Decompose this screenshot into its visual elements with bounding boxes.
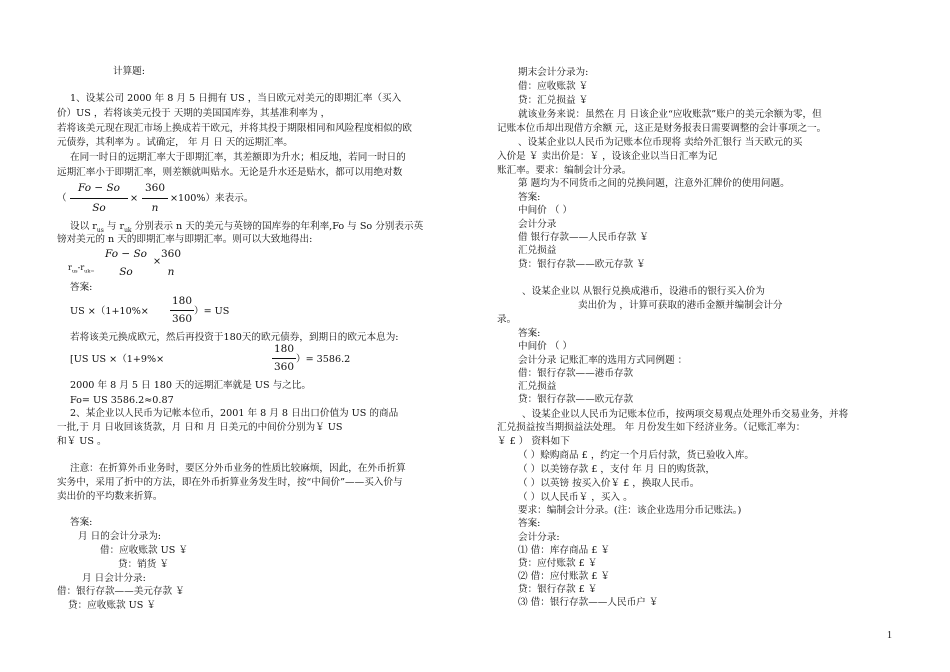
journal-entry: 贷：应收账款 US ￥	[68, 600, 156, 611]
journal-entry: 月 日会计分录:	[82, 573, 146, 584]
formula-denominator: So	[92, 202, 106, 214]
calc-denominator: 360	[171, 313, 193, 325]
formula-fraction	[97, 248, 155, 282]
formula-numerator: Fo − So	[104, 248, 148, 260]
journal-entry: 会计分录	[518, 219, 557, 230]
calc-fraction	[272, 343, 296, 377]
transaction-item: （ ）以美镑存款 £ ，支付 年 月 日的购货款，	[518, 464, 716, 475]
problem1-text: 若将该美元现在现汇市场上换成若干欧元，并将其投于期限相同和风险程度相似的欧	[57, 123, 412, 134]
calc-line: ）= US	[194, 306, 230, 317]
journal-entry: 借：银行存款——港币存款	[518, 368, 634, 379]
formula-numerator: 360	[160, 248, 182, 260]
problem2-text: 一批,于 月 日收回该货款，月 日和 月 日美元的中间价分别为￥ US	[57, 422, 343, 433]
problem5-text: 、设某企业以人民币为记账本位币，按两项交易观点处理外币交易业务，并将	[522, 409, 849, 420]
forward-rate-result: Fo= US 3586.2≈0.87	[70, 395, 174, 406]
problem1-text: 1、设某公司 2000 年 8 月 5 日拥有 US ，当日欧元对美元的即期汇率（买入	[70, 93, 402, 104]
explanation-text: 就该业务来说：虽然在 月 日该企业“应收账款”账户的美元余额为零，但	[518, 109, 822, 120]
formula-tail: ×100%）来表示。	[170, 193, 254, 204]
mid-rate-line: 中间价 （ ）	[518, 341, 573, 352]
transaction-item: （ ）以英镑 按买入价￥ £ ，换取人民币。	[518, 478, 700, 489]
times-sign: ×	[153, 256, 162, 267]
problem4-text: 卖出价为 ，计算可获取的港币金额并编制会计分	[578, 300, 783, 311]
problem1-text: 元债券，其利率为 。试确定， 年 月 日 天的远期汇率。	[57, 137, 293, 148]
calc-numerator: 180	[171, 295, 193, 307]
premium-text: 在同一时日的远期汇率大于即期汇率，其差额即为升水；相反地，若同一时日的	[70, 152, 406, 163]
definition-text: 设以 $r_{us}$ 与 $r_{uk}$ 分别表示 n 天的美元与英镑的国库券的年利率,Fo 与 So 分别表示英	[70, 221, 424, 234]
forward-rate-text: 2000 年 8 月 5 日 180 天的远期汇率就是 US 与之比。	[70, 380, 311, 391]
calc-line: US ×（1+10%×	[70, 306, 149, 317]
journal-entry: 会计分录 记账汇率的选用方式同例题 ：	[518, 355, 688, 366]
problem5-text: 汇兑损益按当期损益法处理。 年 月份发生如下经济业务。（记账汇率为：	[497, 422, 806, 433]
formula-open-paren: （	[57, 193, 67, 204]
journal-entry: 借：应收账款 US ￥	[100, 545, 188, 556]
explanation-text: 记账本位币却出现借方余额 元，这正是财务报表日需要调整的会计事项之一。	[497, 123, 827, 134]
mid-rate-line: 中间价 （ ）	[518, 205, 573, 216]
problem1-text: 价）US ，若将该美元投于 天期的美国国库券，其基准利率为 ，	[57, 108, 331, 119]
answer-label: 答案:	[518, 192, 541, 203]
formula-numerator: Fo − So	[77, 182, 121, 194]
formula-denominator: So	[119, 266, 133, 278]
journal-entry: 会计分录:	[518, 532, 560, 543]
journal-entry: 贷：银行存款 £ ￥	[518, 584, 598, 595]
fraction-bar	[70, 198, 128, 199]
section-title: 计算题:	[113, 66, 146, 77]
problem4-text: 录。	[497, 314, 517, 325]
journal-entry: 借：应收账款 ￥	[518, 81, 589, 92]
times-sign: ×	[130, 193, 139, 204]
journal-entry: 贷：汇兑损益 ￥	[518, 95, 589, 106]
journal-entry: ⑶ 借：银行存款——人民币户 ￥	[518, 597, 659, 608]
definition-text: 镑对美元的 n 天的即期汇率与即期汇率。则可以大致地得出:	[57, 234, 313, 245]
note-text: 实务中，采用了折中的方法，即在外币折算业务发生时，按“中间价”——买入价与	[57, 477, 403, 488]
fraction-bar	[272, 358, 296, 359]
answer-label: 答案:	[518, 518, 541, 529]
hint-text: 第 题均为不同货币之间的兑换问题，注意外汇牌价的使用问题。	[518, 178, 790, 189]
journal-entry: 月 日的会计分录为:	[78, 531, 162, 542]
journal-entry: ⑴ 借：库存商品 £ ￥	[518, 545, 611, 556]
problem2-text: 2、某企业以人民币为记帐本位币，2001 年 8 月 8 日出口价值为 US 的商品	[70, 408, 399, 419]
journal-entry: 期末会计分录为:	[518, 67, 589, 78]
fraction-bar	[170, 310, 194, 311]
calc-line: ）= 3586.2	[296, 354, 351, 365]
problem2-text: 和￥ US 。	[57, 436, 107, 447]
journal-entry: 汇兑损益	[518, 245, 557, 256]
problem3-text: 入价是 ￥ 卖出价是：￥ ，设该企业以当日汇率为记	[497, 151, 718, 162]
formula-lhs: $r_{us}-r_{uk=}$	[68, 263, 95, 275]
formula-denominator: n	[167, 266, 175, 278]
transaction-item: （ ）赊购商品 £ ，约定一个月后付款，货已验收入库。	[518, 450, 754, 461]
answer-label: 答案:	[70, 282, 93, 293]
transaction-item: （ ）以人民币￥ ，买入 。	[518, 492, 633, 503]
journal-entry: 贷：应付账款 £ ￥	[518, 558, 598, 569]
calc-fraction	[170, 295, 194, 329]
note-text: 卖出价的平均数来折算。	[57, 491, 163, 502]
problem3-text: 、设某企业以人民币为记账本位币现将 卖给外汇银行 当天欧元的买	[518, 137, 803, 148]
answer-label: 答案:	[518, 328, 541, 339]
journal-entry: ⑵ 借：应付账款 £ ￥	[518, 571, 611, 582]
calc-numerator: 180	[273, 343, 295, 355]
problem3-text: 账汇率。要求：编制会计分录。	[497, 165, 632, 176]
journal-entry: 借：银行存款——美元存款 ￥	[57, 586, 185, 597]
formula-fraction	[142, 182, 168, 216]
formula-fraction	[158, 248, 184, 282]
journal-entry: 贷：银行存款——欧元存款 ￥	[518, 259, 646, 270]
journal-entry: 贷：销货 ￥	[118, 559, 170, 570]
formula-fraction	[70, 182, 128, 216]
note-text: 注意：在折算外币业务时，要区分外币业务的性质比较麻烦，因此，在外币折算	[70, 463, 406, 474]
journal-entry: 贷：银行存款——欧元存款	[518, 394, 634, 405]
requirement-text: 要求：编制会计分录。(注：该企业选用分币记账法。)	[518, 505, 742, 516]
fraction-bar	[142, 198, 168, 199]
journal-entry: 借 银行存款——人民币存款 ￥	[518, 232, 649, 243]
calc-line: [US US ×（1+9%×	[70, 354, 165, 365]
page-number: 1	[887, 630, 892, 641]
formula-denominator: n	[151, 202, 159, 214]
euro-text: 若将该美元换成欧元，然后再投资于180天的欧元债券，到期日的欧元本息为:	[70, 332, 399, 343]
answer-label: 答案:	[70, 517, 93, 528]
problem5-text: ￥ £ ） 资料如下	[497, 436, 570, 447]
calc-denominator: 360	[273, 361, 295, 373]
problem4-text: 、设某企业以 从银行兑换成港币，设港币的银行买入价为	[522, 286, 765, 297]
journal-entry: 汇兑损益	[518, 381, 557, 392]
premium-text: 远期汇率小于即期汇率，则差额就叫贴水。无论是升水还是贴水，都可以用绝对数	[57, 167, 403, 178]
formula-numerator: 360	[144, 182, 166, 194]
